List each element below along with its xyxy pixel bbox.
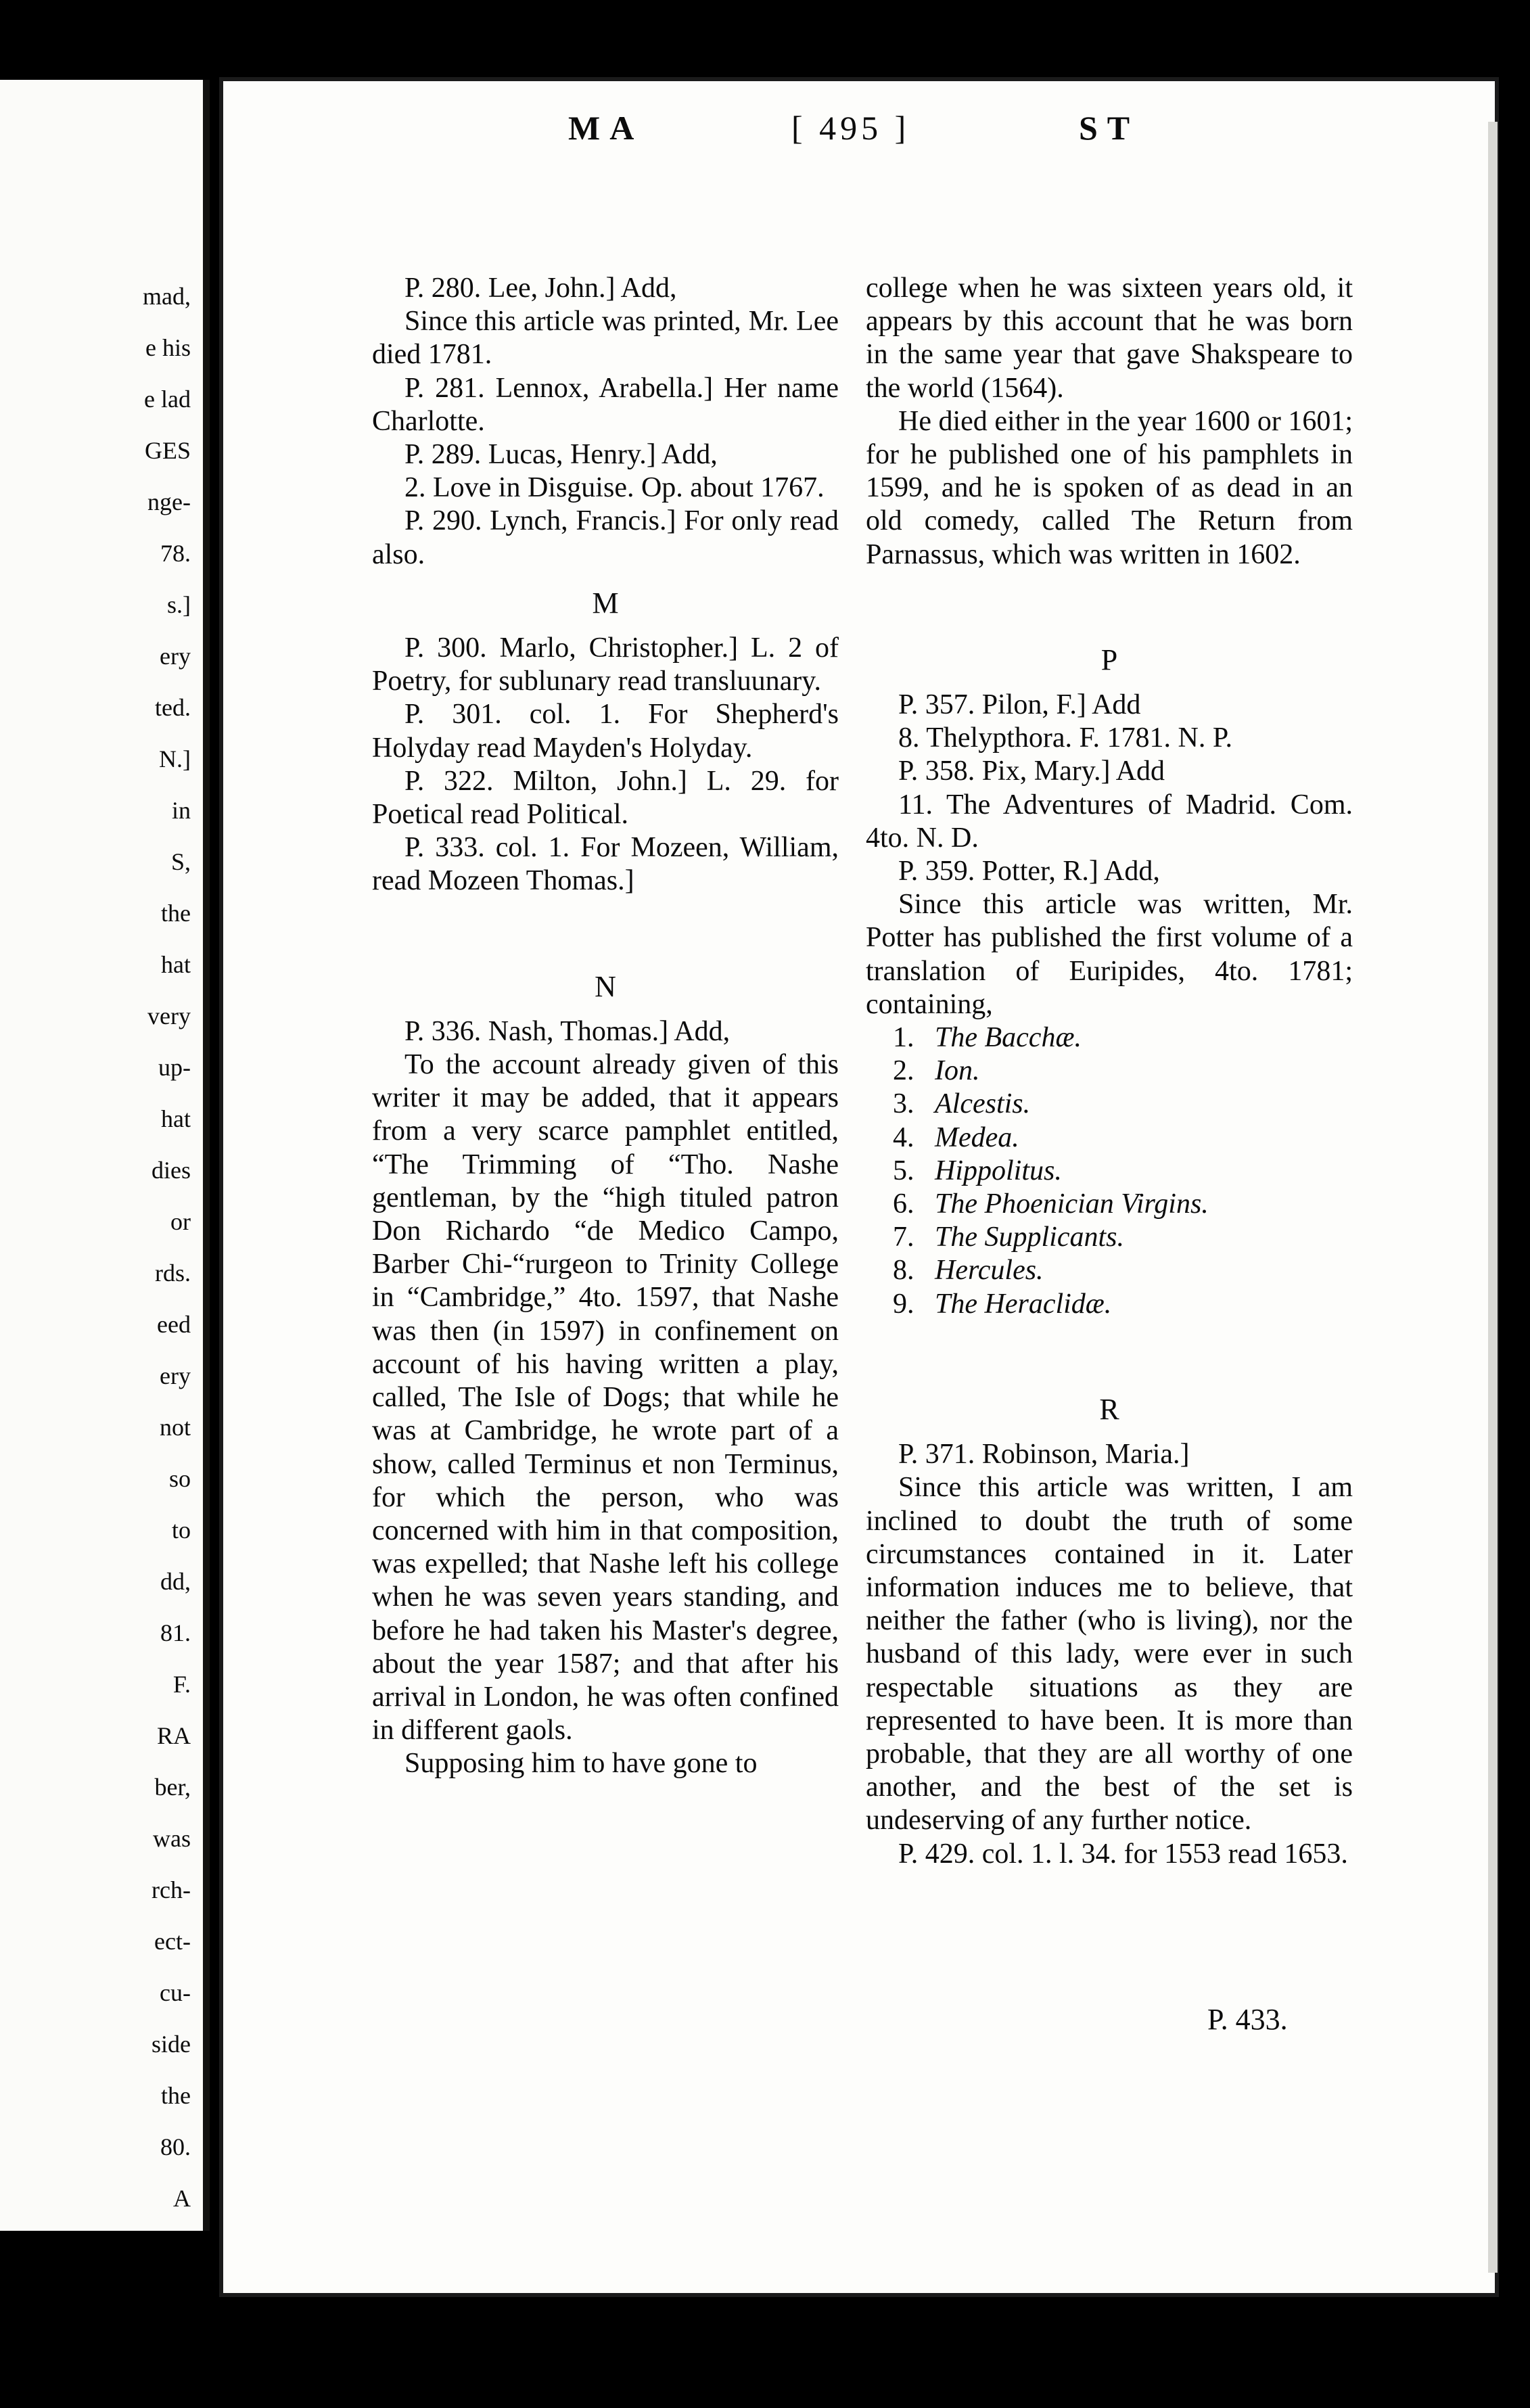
facing-page-text-fragment: dies (152, 1157, 191, 1184)
list-item-title: Hercules. (935, 1255, 1044, 1287)
entry-pix-mary: P. 358. Pix, Mary.] Add (898, 756, 1165, 787)
facing-page-text-fragment: s.] (167, 591, 191, 618)
entry-text: 2. Love in Disguise. Op. about 1767. (404, 472, 825, 504)
facing-page-text-fragment: or (170, 1208, 191, 1235)
facing-page-text-fragment: hat (161, 951, 191, 978)
list-item-title: The Phoenician Virgins. (935, 1188, 1209, 1220)
facing-page-text-fragment: N.] (159, 745, 191, 772)
facing-page-text-fragment: ber, (154, 1774, 191, 1801)
entry-text: Supposing him to have gone to (404, 1748, 758, 1780)
section-letter-n: N (595, 969, 616, 1003)
spacer (866, 572, 1353, 628)
running-head-left: MA (568, 109, 644, 147)
entry-marlo-christopher: P. 300. Marlo, Christopher.] L. 2 of Poetry, for sublunary read transluunary. (372, 632, 839, 697)
entry-text: college when he was sixteen years old, it appears by this account that he was born in the same year that gave Shakspeare to the world (1564). (866, 273, 1353, 404)
facing-page-text-fragment: hat (161, 1105, 191, 1132)
list-item-number: 8. (893, 1255, 914, 1287)
facing-page-text-fragment: so (168, 1465, 191, 1492)
facing-page-text-fragment: S, (170, 848, 191, 875)
facing-page-text-fragment: F. (172, 1671, 191, 1698)
list-item-number: 9. (893, 1288, 914, 1320)
entry-milton-john: P. 322. Milton, John.] L. 29. for Poetical read Political. (372, 765, 839, 831)
facing-page-text-fragment: to (171, 1516, 191, 1544)
facing-page-text-fragment: eed (157, 1311, 191, 1338)
facing-page-text-fragment: 78. (160, 540, 191, 567)
facing-page-fragment (0, 80, 210, 2231)
list-item (893, 1221, 1353, 1254)
facing-page-text-fragment: the (161, 900, 191, 927)
list-item-title: The Bacchæ. (935, 1022, 1082, 1054)
list-item-number: 6. (893, 1188, 914, 1220)
list-item-title: The Supplicants. (935, 1222, 1124, 1253)
facing-page-text-fragment: ery (160, 1362, 191, 1389)
section-letter-m: M (592, 586, 619, 620)
list-item-number: 3. (893, 1088, 914, 1120)
list-item-title: The Heraclidæ. (935, 1288, 1112, 1320)
list-item-number: 2. (893, 1055, 914, 1087)
entry-text: He died either in the year 1600 or 1601; for he published one of his pamphlets in 1599, and he is spoken of as dead in an old comedy, called The Return from Parnassus, which was written in 1602. (866, 405, 1353, 570)
facing-page-text-fragment: dd, (160, 1568, 191, 1595)
facing-page-text-fragment: not (159, 1414, 191, 1441)
page-number: [ 495 ] (791, 109, 910, 147)
facing-page-text-fragment: up- (158, 1054, 191, 1081)
facing-page-text-fragment: ery (160, 643, 191, 670)
facing-page-text-fragment: e his (145, 334, 191, 361)
facing-page-text-fragment: was (153, 1825, 191, 1852)
entry-nash-thomas: P. 336. Nash, Thomas.] Add, (404, 1015, 731, 1047)
list-item (893, 1155, 1353, 1188)
entry-potter-r: P. 359. Potter, R.] Add, (898, 856, 1160, 887)
entry-lennox-arabella: P. 281. Lennox, Arabella.] Her name Charlotte. (372, 372, 839, 437)
spacer (372, 898, 839, 955)
list-item-number: 4. (893, 1121, 914, 1153)
facing-page-text-fragment: nge- (147, 488, 191, 515)
list-item-title: Alcestis. (935, 1088, 1031, 1120)
section-letter-p: P (1100, 643, 1118, 676)
entry-text: P. 429. col. 1. l. 34. for 1553 read 1653. (898, 1838, 1348, 1870)
facing-page-text-fragment: e lad (144, 386, 191, 413)
list-item-title: Ion. (935, 1055, 980, 1087)
entry-text: To the account already given of this writer it may be added, that it appears from a very scarce pamphlet entitled, “The Trimming of “Tho. Nashe gentleman, by the “high tituled patron Don Richardo “de Medico Campo, Barber Chi-“rurgeon to Trinity College in “Cambridge,” 4to. 1597, that Nashe was then (in 1597) in confinement on account of his having written a play, called, The Isle of Dogs; that while he was at Cambridge, he wrote part of a show, called Terminus et non Terminus, for which the person, who was concerned with him in that composition, was expelled; that Nashe left his college when he was seven years standing, and before he had taken his Master's degree, about the year 1587; and that after his arrival in London, he was often confined in different gaols. (372, 1049, 839, 1746)
entry-text: Since this article was written, Mr. Potter has published the first volume of a translation of Euripides, 4to. 1781; containing, (866, 889, 1353, 1020)
list-item (893, 1021, 1353, 1055)
facing-page-text-fragment: side (152, 2031, 191, 2058)
list-item (893, 1288, 1353, 1321)
entry-robinson-maria: P. 371. Robinson, Maria.] (898, 1439, 1190, 1471)
facing-page-text-fragment: GES (144, 437, 191, 464)
entry-pilon-f: P. 357. Pilon, F.] Add (898, 689, 1141, 721)
facing-page-text-fragment: 81. (160, 1619, 191, 1646)
facing-page-text-fragment: ect- (154, 1928, 191, 1955)
entry-text: 11. The Adventures of Madrid. Com. 4to. N. D. (866, 789, 1353, 854)
euripides-list (866, 1021, 1353, 1321)
catchword: P. 433. (1207, 2003, 1288, 2036)
facing-page-text-fragment: A (173, 2185, 191, 2212)
facing-page-text-fragment: mad, (143, 283, 191, 310)
list-item (893, 1254, 1353, 1287)
left-column (372, 272, 839, 1781)
entry-text: P. 301. col. 1. For Shepherd's Holyday read Mayden's Holyday. (372, 699, 839, 764)
entry-lee-john: P. 280. Lee, John.] Add, (404, 273, 677, 304)
entry-text: Since this article was written, I am inclined to doubt the truth of some circumstances contained in it. Later information induces me to believe, that neither the father (who is living), nor the husband of this lady, were ever in such respectable situations as they are represented to have been. It is more than probable, that they are all worthy of one another, and the best of the set is undeserving of any further notice. (866, 1472, 1353, 1836)
facing-page-text-fragment: very (147, 1002, 191, 1029)
list-item (893, 1188, 1353, 1221)
entry-text: 8. Thelypthora. F. 1781. N. P. (898, 722, 1233, 754)
facing-page-text-fragment: 80. (160, 2133, 191, 2160)
right-column (866, 272, 1353, 1871)
facing-page-text-fragment: ted. (155, 694, 191, 721)
facing-page-text-fragment: rch- (152, 1876, 191, 1903)
facing-page-text-fragment: in (171, 797, 191, 824)
entry-text: Since this article was printed, Mr. Lee died 1781. (372, 306, 839, 371)
page-edge (1488, 122, 1498, 2273)
facing-page-text-fragment: RA (156, 1722, 191, 1749)
list-item-number: 5. (893, 1155, 914, 1186)
list-item-title: Medea. (935, 1121, 1019, 1153)
list-item (893, 1055, 1353, 1088)
list-item-number: 7. (893, 1222, 914, 1253)
facing-page-text-fragment: the (161, 2082, 191, 2109)
list-item-number: 1. (893, 1022, 914, 1054)
entry-mozeen: P. 333. col. 1. For Mozeen, William, read Mozeen Thomas.] (372, 832, 839, 897)
facing-page-text-fragment: cu- (160, 1979, 191, 2006)
spacer (866, 1321, 1353, 1378)
running-head-right: ST (1079, 109, 1140, 147)
facing-page-text-fragment: rds. (155, 1259, 191, 1287)
list-item (893, 1088, 1353, 1121)
entry-lucas-henry: P. 289. Lucas, Henry.] Add, (404, 439, 718, 471)
entry-lynch-francis: P. 290. Lynch, Francis.] For only read also. (372, 505, 839, 570)
list-item (893, 1121, 1353, 1155)
section-letter-r: R (1099, 1392, 1119, 1426)
list-item-title: Hippolitus. (935, 1155, 1062, 1186)
